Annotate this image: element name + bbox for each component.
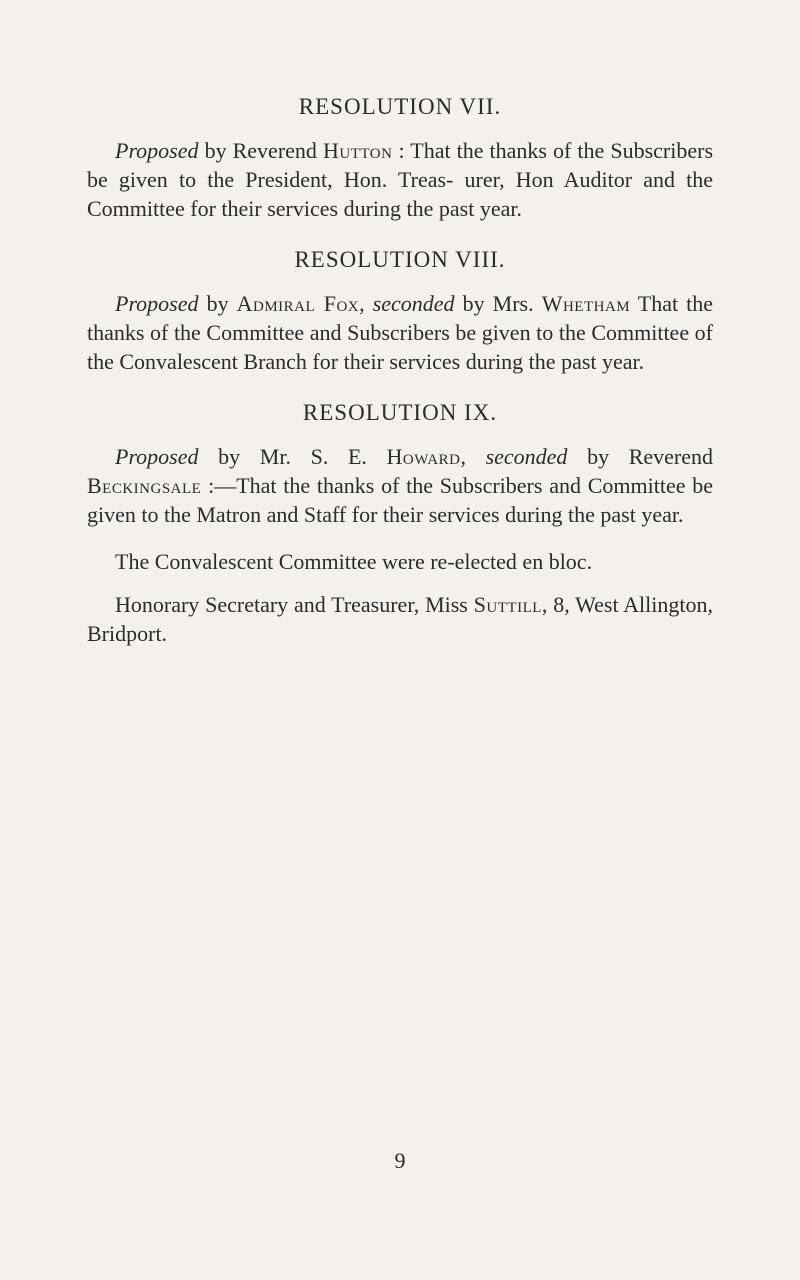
seconder-name: Beckingsale (87, 473, 202, 498)
secretary-address: , 8, West Allington, Bridport. (87, 592, 713, 646)
proposer-name: Howard (386, 444, 461, 469)
proposed-label: Proposed (115, 444, 199, 469)
resolution-8-heading: RESOLUTION VIII. (294, 247, 506, 272)
proposed-label: Proposed (115, 138, 199, 163)
resolution-7-text (87, 136, 713, 223)
secretary-text (87, 590, 713, 648)
by-text: by Mr. S. E. (198, 444, 387, 469)
page-number: 9 (394, 1148, 406, 1173)
seconder-prefix: by Mrs. (454, 291, 542, 316)
by-text: by (198, 291, 237, 316)
seconder-name: Whetham (541, 291, 631, 316)
secretary-name: Suttill (473, 592, 542, 617)
proposer-name: Admiral Fox (236, 291, 360, 316)
proposer-name: Hutton (322, 138, 393, 163)
seconded-label: seconded (372, 291, 455, 316)
resolution-body: That the thanks of the Committee and Subscribers be given to the Committee of the Convalescent Branch for their services during the past year. (87, 291, 714, 374)
resolution-7-heading: RESOLUTION VII. (298, 94, 502, 119)
seconded-label: seconded (485, 444, 568, 469)
resolution-body: : That the thanks of the Subscribers be given to the President, Hon. Treas- urer, Hon Auditor and the Committee for their services during the past year. (87, 138, 714, 221)
resolution-9-heading: RESOLUTION IX. (302, 400, 498, 425)
by-text: by Reverend (198, 138, 323, 163)
resolution-9-text (87, 442, 713, 529)
comma: , (460, 444, 486, 469)
seconder-prefix: by Reverend (567, 444, 714, 469)
resolution-body: :—That the thanks of the Subscribers and Committee be given to the Matron and Staff for their services during the past year. (87, 473, 713, 527)
convalescent-note: The Convalescent Committee were re-elected en bloc. (115, 549, 593, 574)
comma: , (359, 291, 373, 316)
document-page (87, 92, 713, 648)
proposed-label: Proposed (115, 291, 199, 316)
secretary-prefix: Honorary Secretary and Treasurer, Miss (115, 592, 474, 617)
resolution-8-text (87, 289, 713, 376)
